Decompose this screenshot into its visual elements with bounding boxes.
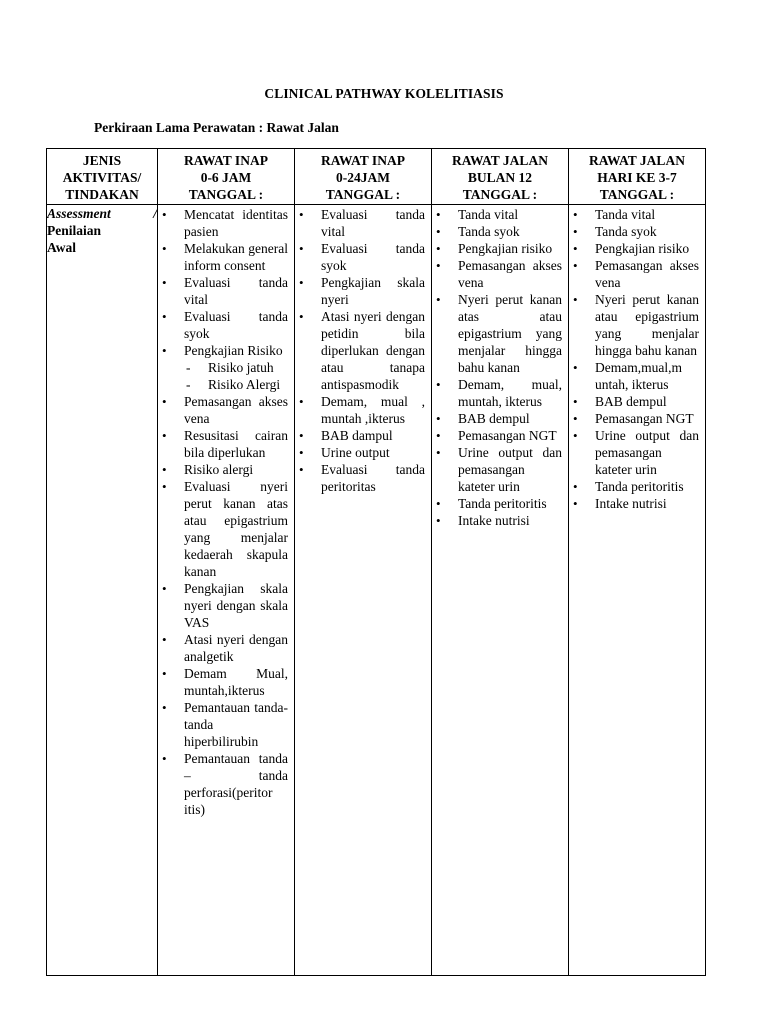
list-item — [299, 206, 425, 240]
list-item-text: Pemasangan akses vena — [184, 394, 288, 426]
list-item — [162, 274, 288, 308]
header-jenis-aktivitas — [47, 149, 158, 205]
list-item-text: Tanda peritoritis — [595, 479, 684, 494]
list-item — [162, 342, 288, 393]
list-item-text: Pemasangan NGT — [595, 411, 694, 426]
list-item — [162, 393, 288, 427]
list-item-text: Evaluasi tanda vital — [184, 275, 288, 307]
list-item-text: Risiko alergi — [184, 462, 254, 477]
row-label-cell — [47, 205, 158, 976]
list-item-text: Pemantauan tanda-tanda hiperbilirubin — [184, 700, 288, 749]
header-line: TANGGAL : — [599, 187, 675, 202]
row-label-assessment: Assessment / — [47, 206, 157, 221]
header-line: AKTIVITAS/ — [62, 170, 142, 185]
list-item — [299, 461, 425, 495]
list-item-text: Evaluasi tanda syok — [321, 241, 425, 273]
list-item — [436, 512, 562, 529]
list-item-text: Nyeri perut kanan atau epigastrium yang menjalar hingga bahu kanan — [595, 292, 699, 358]
header-line: 0-6 JAM — [200, 170, 252, 185]
list-item — [573, 393, 699, 410]
header-line: RAWAT INAP — [184, 153, 268, 168]
list-item-text: Mencatat identitas pasien — [184, 207, 288, 239]
clinical-pathway-table — [46, 148, 706, 976]
list-item — [162, 580, 288, 631]
header-line: RAWAT JALAN — [452, 153, 548, 168]
list-item — [573, 478, 699, 495]
cell-rawat-inap-0-24 — [295, 205, 432, 976]
list-item — [573, 206, 699, 223]
list-item-text: Pemantauan tanda – tanda perforasi(peritor itis) — [184, 751, 288, 817]
sub-list-item: - Risiko jatuh — [186, 359, 288, 376]
list-item-text: Pemasangan akses vena — [458, 258, 562, 290]
list-item-text: Pengkajian Risiko — [184, 343, 283, 358]
sub-list-item: - Risiko Alergi — [186, 376, 288, 393]
list-item — [436, 223, 562, 240]
list-item-text: Evaluasi tanda peritoritas — [321, 462, 425, 494]
list-item — [162, 240, 288, 274]
header-line: JENIS — [82, 153, 122, 168]
list-item — [436, 291, 562, 376]
list-item — [299, 240, 425, 274]
row-label-penilaian: Penilaian — [47, 223, 102, 238]
list-item — [162, 631, 288, 665]
list-item — [573, 427, 699, 478]
list-item-text: BAB dampul — [321, 428, 393, 443]
table-row-assessment — [47, 205, 706, 976]
list-item — [436, 206, 562, 223]
list-item — [573, 240, 699, 257]
item-list — [158, 205, 294, 818]
list-item-text: Pengkajian risiko — [458, 241, 553, 256]
list-item-text: Pengkajian skala nyeri — [321, 275, 425, 307]
list-item-text: Atasi nyeri dengan petidin bila diperlukan dengan atau tanapa antispasmodik — [321, 309, 425, 392]
list-item-text: Tanda peritoritis — [458, 496, 547, 511]
list-item-text: Nyeri perut kanan atas atau epigastrium yang menjalar hingga bahu kanan — [458, 292, 562, 375]
list-item-text: Tanda vital — [458, 207, 519, 222]
sub-list — [184, 359, 288, 393]
list-item — [162, 750, 288, 818]
cell-rawat-inap-0-6 — [158, 205, 295, 976]
list-item — [299, 427, 425, 444]
header-line: RAWAT INAP — [321, 153, 405, 168]
list-item — [573, 223, 699, 240]
list-item — [436, 427, 562, 444]
list-item-text: Pengkajian skala nyeri dengan skala VAS — [184, 581, 288, 630]
list-item-text: Pemasangan NGT — [458, 428, 557, 443]
header-line: TANGGAL : — [462, 187, 538, 202]
list-item — [436, 495, 562, 512]
list-item — [573, 495, 699, 512]
item-list — [432, 205, 568, 529]
list-item — [573, 257, 699, 291]
list-item — [573, 291, 699, 359]
list-item-text: Pemasangan akses vena — [595, 258, 699, 290]
header-line: TANGGAL : — [325, 187, 401, 202]
list-item — [299, 444, 425, 461]
row-label-awal: Awal — [47, 240, 76, 255]
list-item-text: Tanda vital — [595, 207, 656, 222]
header-line: TINDAKAN — [65, 187, 139, 202]
list-item — [573, 359, 699, 393]
list-item-text: Demam, mual , muntah ,ikterus — [321, 394, 425, 426]
list-item — [436, 410, 562, 427]
list-item-text: Evaluasi tanda syok — [184, 309, 288, 341]
list-item-text: Intake nutrisi — [595, 496, 667, 511]
list-item — [299, 274, 425, 308]
list-item — [299, 308, 425, 393]
document-title: CLINICAL PATHWAY KOLELITIASIS — [264, 86, 504, 101]
list-item-text: Melakukan general inform consent — [184, 241, 288, 273]
list-item-text: Pengkajian risiko — [595, 241, 690, 256]
header-line: 0-24JAM — [336, 170, 390, 185]
table-header-row — [47, 149, 706, 205]
list-item-text: Atasi nyeri dengan analgetik — [184, 632, 288, 664]
list-item — [436, 240, 562, 257]
list-item-text: BAB dempul — [595, 394, 667, 409]
list-item — [162, 699, 288, 750]
document-subtitle: Perkiraan Lama Perawatan : Rawat Jalan — [94, 120, 339, 135]
header-line: HARI KE 3-7 — [597, 170, 677, 185]
list-item — [162, 427, 288, 461]
header-rawat-jalan-bulan-12 — [432, 149, 569, 205]
list-item — [162, 206, 288, 240]
item-list — [569, 205, 705, 512]
list-item-text: Evaluasi tanda vital — [321, 207, 425, 239]
cell-rawat-jalan-bulan-12 — [432, 205, 569, 976]
list-item-text: Demam, mual, muntah, ikterus — [458, 377, 562, 409]
list-item — [436, 444, 562, 495]
header-rawat-inap-0-6 — [158, 149, 295, 205]
header-rawat-jalan-hari-3-7 — [569, 149, 706, 205]
header-rawat-inap-0-24 — [295, 149, 432, 205]
list-item-text: Urine output dan pemasangan kateter urin — [595, 428, 699, 477]
item-list — [295, 205, 431, 495]
list-item-text: BAB dempul — [458, 411, 530, 426]
header-line: RAWAT JALAN — [589, 153, 685, 168]
list-item — [162, 478, 288, 580]
cell-rawat-jalan-hari-3-7 — [569, 205, 706, 976]
list-item — [299, 393, 425, 427]
list-item — [436, 257, 562, 291]
header-line: TANGGAL : — [188, 187, 264, 202]
list-item — [162, 308, 288, 342]
header-line: BULAN 12 — [467, 170, 533, 185]
list-item — [162, 461, 288, 478]
list-item-text: Resusitasi cairan bila diperlukan — [184, 428, 288, 460]
list-item — [573, 410, 699, 427]
list-item-text: Evaluasi nyeri perut kanan atas atau epigastrium yang menjalar kedaerah skapula kanan — [184, 479, 288, 579]
list-item-text: Tanda syok — [595, 224, 657, 239]
list-item-text: Intake nutrisi — [458, 513, 530, 528]
list-item-text: Demam,mual,m untah, ikterus — [595, 360, 682, 392]
list-item — [436, 376, 562, 410]
list-item — [162, 665, 288, 699]
list-item-text: Urine output dan pemasangan kateter urin — [458, 445, 562, 494]
list-item-text: Demam Mual, muntah,ikterus — [184, 666, 288, 698]
list-item-text: Tanda syok — [458, 224, 520, 239]
list-item-text: Urine output — [321, 445, 390, 460]
